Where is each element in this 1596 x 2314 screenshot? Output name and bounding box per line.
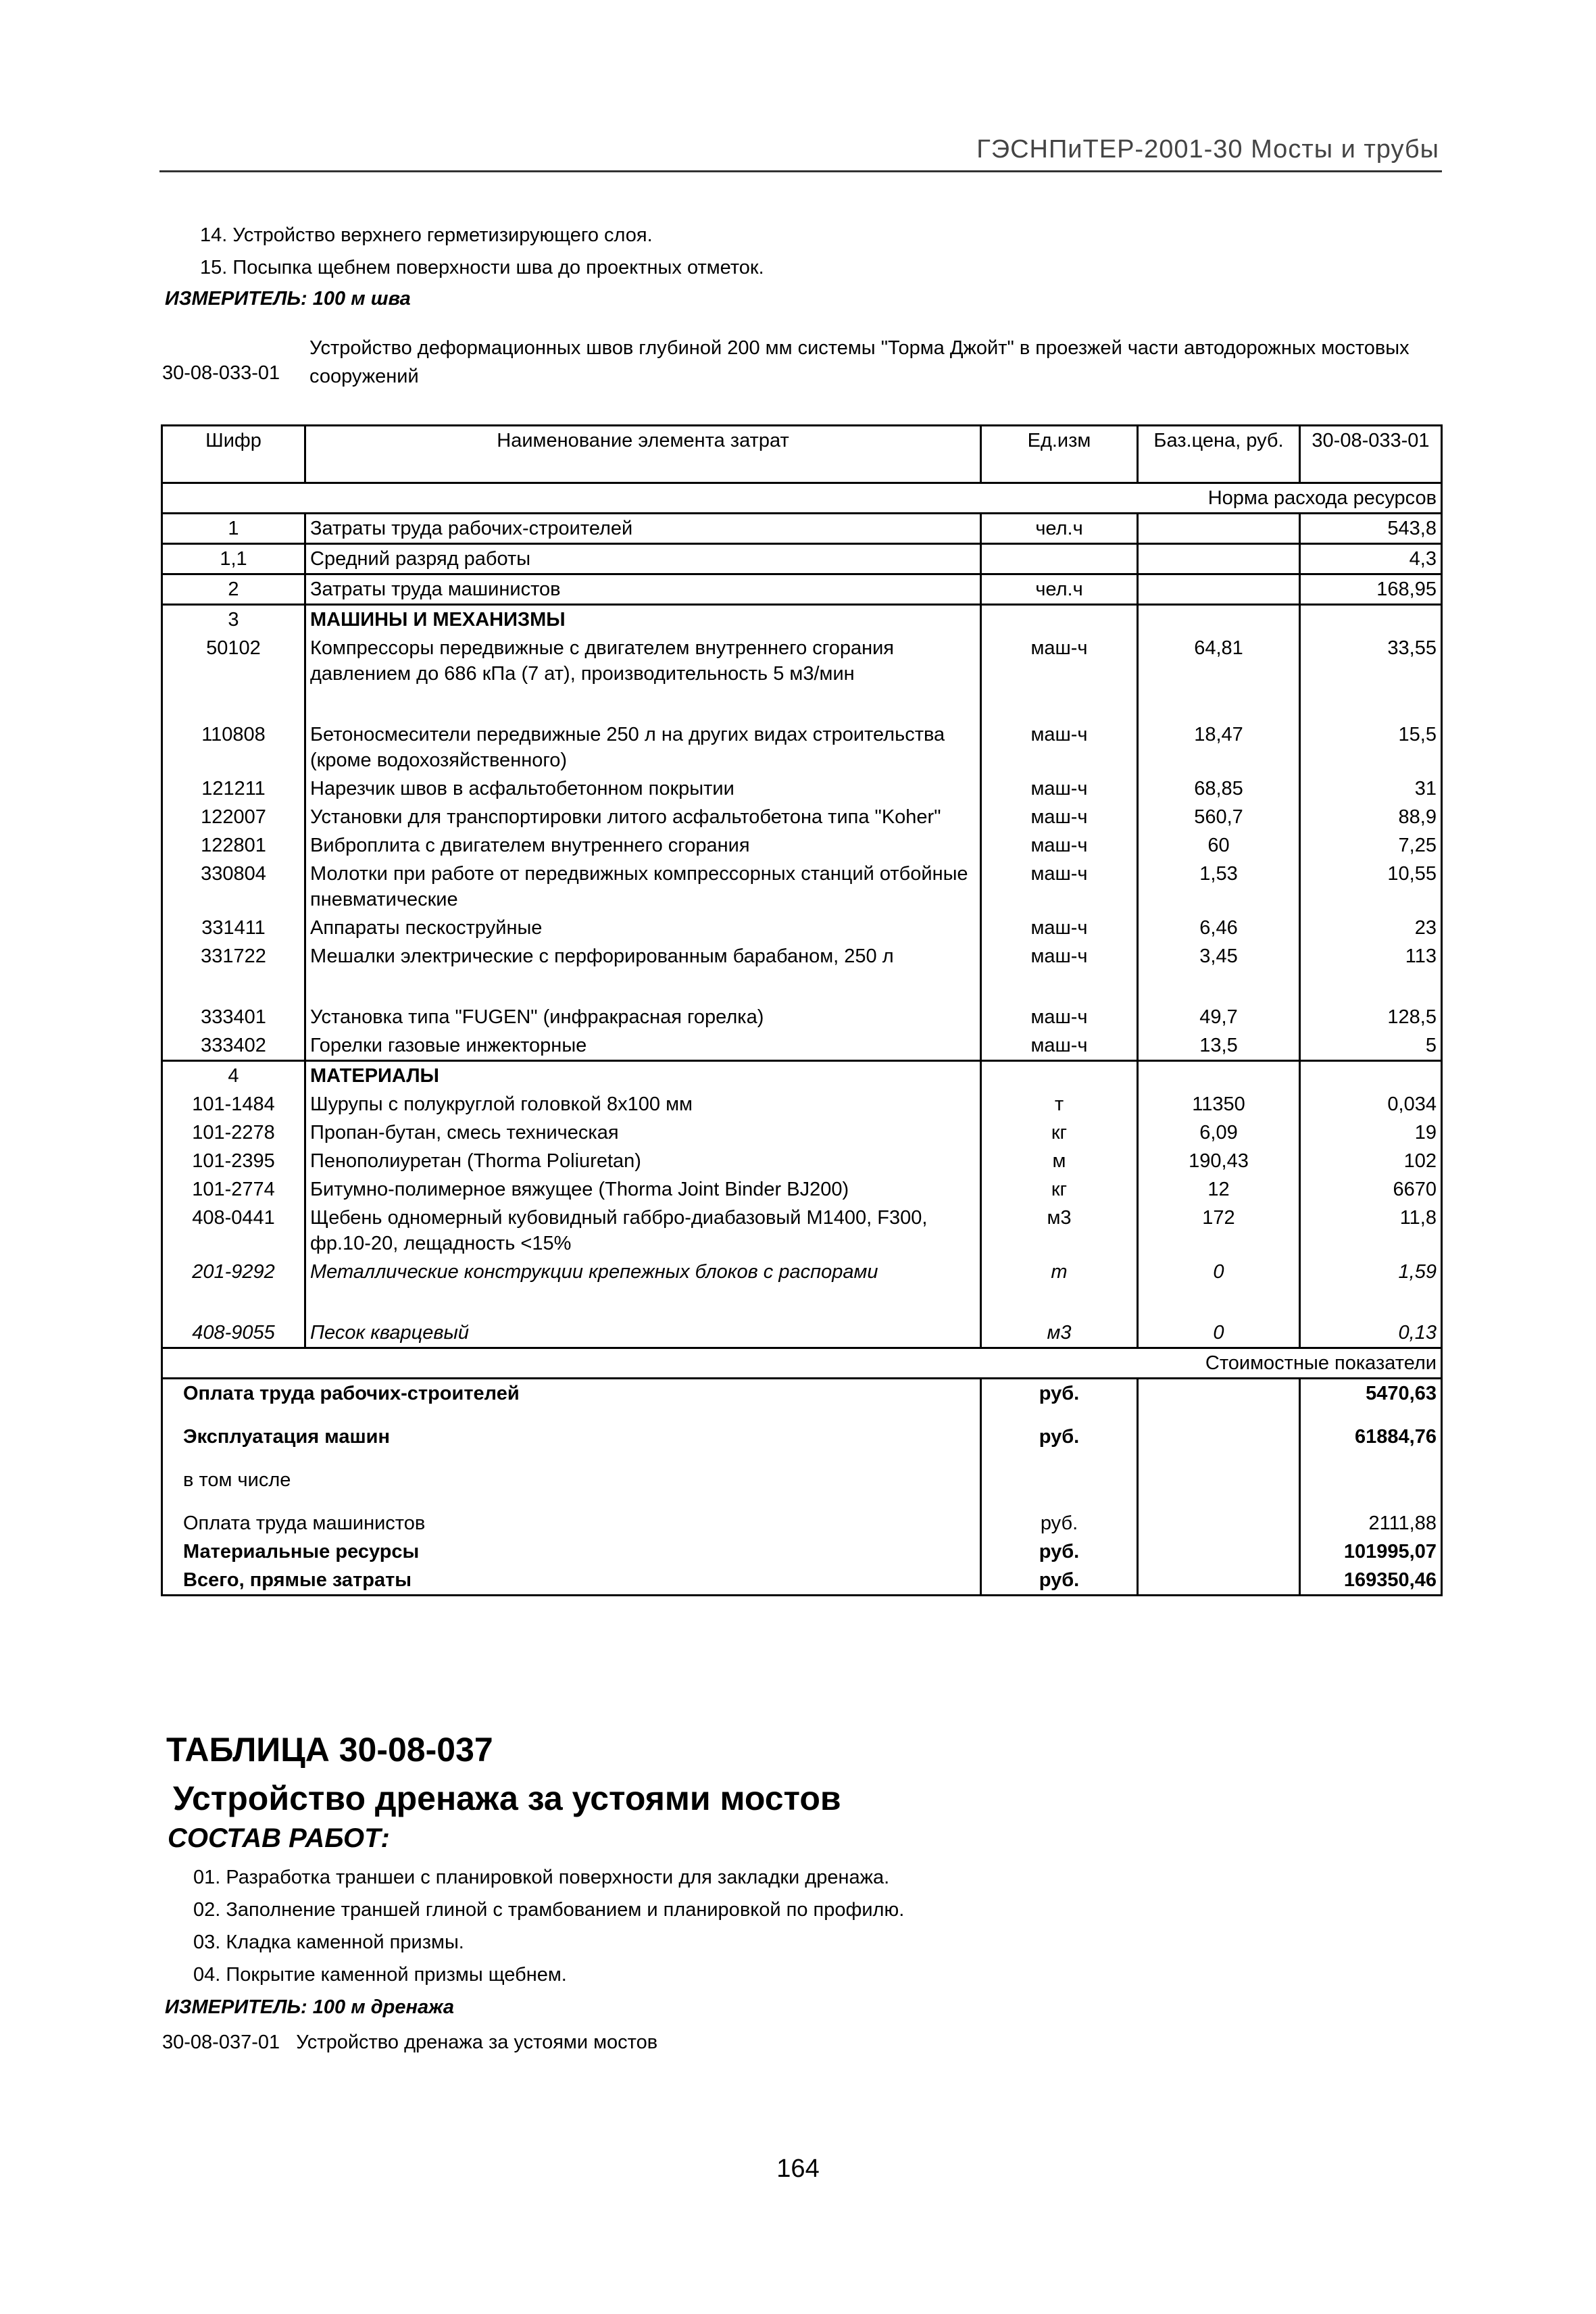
table-row <box>162 860 1442 914</box>
cell-code: 333401 <box>162 1003 305 1031</box>
cell-value: 19 <box>1300 1118 1442 1147</box>
measure-unit: ИЗМЕРИТЕЛЬ: 100 м шва <box>165 288 411 310</box>
cost-value: 101995,07 <box>1300 1537 1442 1566</box>
cell-unit: маш-ч <box>981 860 1138 914</box>
cost-value: 5470,63 <box>1300 1379 1442 1408</box>
cell-value: 128,5 <box>1300 1003 1442 1031</box>
section-title-machines: МАШИНЫ И МЕХАНИЗМЫ <box>305 605 981 635</box>
cell-name: Металлические конструкции крепежных блоков с распорами <box>305 1258 981 1286</box>
table-row <box>162 1003 1442 1031</box>
cell-name: Мешалки электрические с перфорированным барабаном, 250 л <box>305 942 981 970</box>
cell-name: Молотки при работе от передвижных компрессорных станций отбойные пневматические <box>305 860 981 914</box>
work-item-14: 14. Устройство верхнего герметизирующего слоя. <box>200 224 653 246</box>
norm-caption: Норма расхода ресурсов <box>1138 483 1442 514</box>
header-rule <box>159 170 1442 172</box>
measure-unit: ИЗМЕРИТЕЛЬ: 100 м дренажа <box>165 1996 454 2018</box>
cell-value: 11,8 <box>1300 1204 1442 1258</box>
cell-unit: т <box>981 1258 1138 1286</box>
cell-unit: кг <box>981 1175 1138 1204</box>
page-number: 164 <box>776 2155 820 2183</box>
cell-value: 168,95 <box>1300 574 1442 605</box>
cost-unit: руб. <box>981 1537 1138 1566</box>
cell-price <box>1138 574 1300 605</box>
cell-code: 331411 <box>162 914 305 942</box>
norm-title: Устройство деформационных швов глубиной 200 мм системы "Торма Джойт" в проезжей части автодорожных мостовых сооружений <box>309 337 1410 387</box>
table-row <box>162 1147 1442 1175</box>
cost-label: Оплата труда машинистов <box>162 1494 981 1537</box>
section-code: 3 <box>162 605 305 635</box>
cell-price: 3,45 <box>1138 942 1300 970</box>
table-row <box>162 1175 1442 1204</box>
table-row <box>162 1258 1442 1286</box>
cell-price: 12 <box>1138 1175 1300 1204</box>
cell-unit: маш-ч <box>981 914 1138 942</box>
cell-name: Аппараты пескоструйные <box>305 914 981 942</box>
table-row <box>162 1031 1442 1061</box>
cell-unit: маш-ч <box>981 720 1138 774</box>
cell-name: Песок кварцевый <box>305 1319 981 1348</box>
table-row <box>162 1319 1442 1348</box>
cell-value: 1,59 <box>1300 1258 1442 1286</box>
cell-name: Шурупы с полукруглой головкой 8x100 мм <box>305 1090 981 1118</box>
cell-unit: маш-ч <box>981 831 1138 860</box>
cell-value: 4,3 <box>1300 544 1442 574</box>
cell-price: 11350 <box>1138 1090 1300 1118</box>
table-row <box>162 544 1442 574</box>
cell-value: 0,13 <box>1300 1319 1442 1348</box>
section-title-materials: МАТЕРИАЛЫ <box>305 1061 981 1091</box>
cell-value: 31 <box>1300 774 1442 803</box>
col-header-name: Наименование элемента затрат <box>305 426 981 483</box>
col-header-price: Баз.цена, руб. <box>1138 426 1300 483</box>
norm-code-line: 30-08-037-01 Устройство дренажа за устоями мостов <box>162 2032 658 2053</box>
table-row <box>162 803 1442 831</box>
table-row <box>162 514 1442 544</box>
running-header: ГЭСНПиТЕР-2001-30 Мосты и трубы <box>976 135 1439 164</box>
cell-unit: маш-ч <box>981 942 1138 970</box>
section-code: 4 <box>162 1061 305 1091</box>
cell-price: 0 <box>1138 1258 1300 1286</box>
work-item: 04. Покрытие каменной призмы щебнем. <box>193 1964 567 1986</box>
cell-code: 122801 <box>162 831 305 860</box>
col-header-norm: 30-08-033-01 <box>1300 426 1442 483</box>
cell-code: 101-2395 <box>162 1147 305 1175</box>
cell-name: Пропан-бутан, смесь техническая <box>305 1118 981 1147</box>
table-row <box>162 942 1442 970</box>
cell-unit: маш-ч <box>981 774 1138 803</box>
cell-unit: кг <box>981 1118 1138 1147</box>
cell-code: 333402 <box>162 1031 305 1061</box>
cell-code: 331722 <box>162 942 305 970</box>
table-row <box>162 914 1442 942</box>
work-item: 03. Кладка каменной призмы. <box>193 1931 464 1953</box>
cell-unit: м <box>981 1147 1138 1175</box>
cell-code: 122007 <box>162 803 305 831</box>
cost-label: Оплата труда рабочих-строителей <box>162 1379 981 1408</box>
cell-code: 101-2278 <box>162 1118 305 1147</box>
cell-code: 50102 <box>162 634 305 688</box>
work-item: 02. Заполнение траншей глиной с трамбованием и планировкой по профилю. <box>193 1899 905 1921</box>
cell-unit: м3 <box>981 1319 1138 1348</box>
cell-name: Компрессоры передвижные с двигателем внутреннего сгорания давлением до 686 кПа (7 ат), производительность 5 м3/мин <box>305 634 981 688</box>
cell-price: 18,47 <box>1138 720 1300 774</box>
table-row <box>162 720 1442 774</box>
col-header-unit: Ед.изм <box>981 426 1138 483</box>
cell-price <box>1138 514 1300 544</box>
cell-value: 6670 <box>1300 1175 1442 1204</box>
cell-value: 7,25 <box>1300 831 1442 860</box>
table-row <box>162 634 1442 688</box>
cell-value: 10,55 <box>1300 860 1442 914</box>
cell-code: 101-2774 <box>162 1175 305 1204</box>
cost-including: в том числе <box>162 1451 981 1494</box>
cell-name: Установка типа "FUGEN" (инфракрасная горелка) <box>305 1003 981 1031</box>
cell-code: 408-9055 <box>162 1319 305 1348</box>
cell-name: Нарезчик швов в асфальтобетонном покрытии <box>305 774 981 803</box>
cell-price: 0 <box>1138 1319 1300 1348</box>
cell-name: Битумно-полимерное вяжущее (Thorma Joint Binder BJ200) <box>305 1175 981 1204</box>
cell-value: 113 <box>1300 942 1442 970</box>
cell-value: 102 <box>1300 1147 1442 1175</box>
cell-price: 68,85 <box>1138 774 1300 803</box>
cell-code: 408-0441 <box>162 1204 305 1258</box>
cell-name: Виброплита с двигателем внутреннего сгорания <box>305 831 981 860</box>
cost-caption: Стоимостные показатели <box>1138 1348 1442 1379</box>
cell-name: Затраты труда рабочих-строителей <box>305 514 981 544</box>
cell-price <box>1138 544 1300 574</box>
col-header-code: Шифр <box>162 426 305 483</box>
cell-unit: маш-ч <box>981 1031 1138 1061</box>
table-row <box>162 831 1442 860</box>
cost-unit: руб. <box>981 1494 1138 1537</box>
table-row <box>162 1118 1442 1147</box>
cost-value: 169350,46 <box>1300 1566 1442 1596</box>
cell-unit: маш-ч <box>981 1003 1138 1031</box>
table-row <box>162 774 1442 803</box>
resource-table <box>161 424 1443 1596</box>
cell-code: 1 <box>162 514 305 544</box>
cell-unit <box>981 544 1138 574</box>
cost-label: Материальные ресурсы <box>162 1537 981 1566</box>
table-row <box>162 574 1442 605</box>
cost-unit: руб. <box>981 1566 1138 1596</box>
cell-price: 6,09 <box>1138 1118 1300 1147</box>
cell-price: 64,81 <box>1138 634 1300 688</box>
cell-value: 15,5 <box>1300 720 1442 774</box>
cell-price: 60 <box>1138 831 1300 860</box>
work-item: 01. Разработка траншеи с планировкой поверхности для закладки дренажа. <box>193 1867 890 1888</box>
cell-unit: т <box>981 1090 1138 1118</box>
cell-name: Средний разряд работы <box>305 544 981 574</box>
cell-unit: маш-ч <box>981 634 1138 688</box>
cell-code: 101-1484 <box>162 1090 305 1118</box>
cell-value: 5 <box>1300 1031 1442 1061</box>
cost-value: 2111,88 <box>1300 1494 1442 1537</box>
cell-code: 330804 <box>162 860 305 914</box>
cell-value: 543,8 <box>1300 514 1442 544</box>
cell-code: 2 <box>162 574 305 605</box>
cell-unit: м3 <box>981 1204 1138 1258</box>
table-title: ТАБЛИЦА 30-08-037 <box>166 1731 493 1769</box>
cell-price: 1,53 <box>1138 860 1300 914</box>
cell-name: Щебень одномерный кубовидный габбро-диабазовый М1400, F300, фр.10-20, лещадность <15% <box>305 1204 981 1258</box>
cell-price: 190,43 <box>1138 1147 1300 1175</box>
cell-price: 49,7 <box>1138 1003 1300 1031</box>
work-item-15: 15. Посыпка щебнем поверхности шва до проектных отметок. <box>200 257 764 278</box>
cost-unit: руб. <box>981 1379 1138 1408</box>
table-subtitle: Устройство дренажа за устоями мостов <box>173 1779 841 1817</box>
cell-name: Затраты труда машинистов <box>305 574 981 605</box>
cell-name: Пенополиуретан (Thorma Poliuretan) <box>305 1147 981 1175</box>
table-row <box>162 1204 1442 1258</box>
cell-name: Бетоносмесители передвижные 250 л на других видах строительства (кроме водохозяйственного) <box>305 720 981 774</box>
cell-unit: чел.ч <box>981 574 1138 605</box>
cell-unit: чел.ч <box>981 514 1138 544</box>
cost-value: 61884,76 <box>1300 1408 1442 1451</box>
cell-price: 560,7 <box>1138 803 1300 831</box>
cell-value: 0,034 <box>1300 1090 1442 1118</box>
cell-price: 13,5 <box>1138 1031 1300 1061</box>
cost-label: Всего, прямые затраты <box>162 1566 981 1596</box>
cell-code: 201-9292 <box>162 1258 305 1286</box>
cell-name: Горелки газовые инжекторные <box>305 1031 981 1061</box>
cost-unit: руб. <box>981 1408 1138 1451</box>
cell-code: 110808 <box>162 720 305 774</box>
norm-code: 30-08-033-01 <box>162 362 280 384</box>
work-composition-heading: СОСТАВ РАБОТ: <box>168 1823 390 1853</box>
cost-label: Эксплуатация машин <box>162 1408 981 1451</box>
table-row <box>162 1090 1442 1118</box>
cell-price: 6,46 <box>1138 914 1300 942</box>
cell-price: 172 <box>1138 1204 1300 1258</box>
cell-unit: маш-ч <box>981 803 1138 831</box>
cell-name: Установки для транспортировки литого асфальтобетона типа "Koher" <box>305 803 981 831</box>
cell-code: 1,1 <box>162 544 305 574</box>
cell-code: 121211 <box>162 774 305 803</box>
cell-value: 88,9 <box>1300 803 1442 831</box>
cell-value: 33,55 <box>1300 634 1442 688</box>
cell-value: 23 <box>1300 914 1442 942</box>
